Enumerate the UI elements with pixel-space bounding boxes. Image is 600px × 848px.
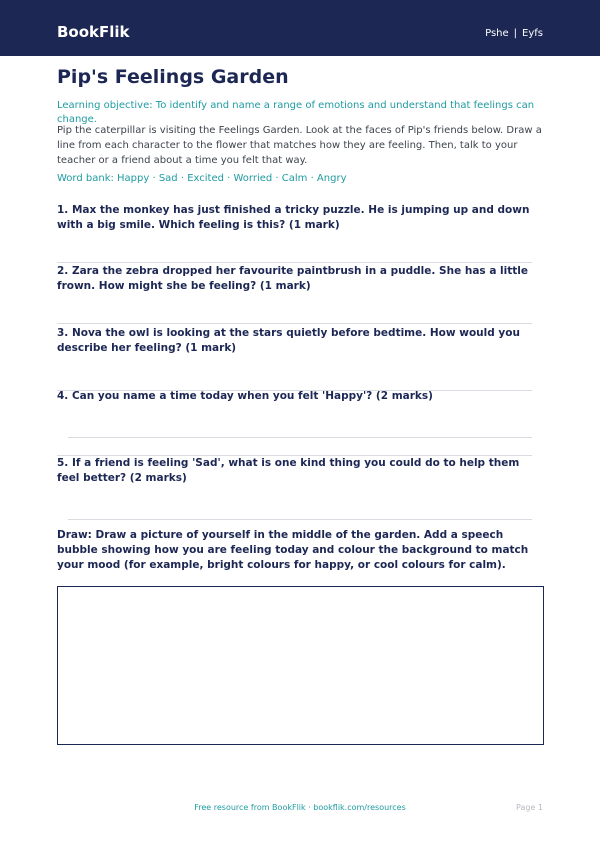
answer-line-2[interactable] (57, 323, 532, 324)
page-number: Page 1 (516, 803, 543, 812)
answer-line-5[interactable] (68, 519, 532, 520)
question-5: 5. If a friend is feeling 'Sad', what is one kind thing you could do to help them feel better? (2 marks) (57, 457, 520, 484)
drawing-area[interactable] (57, 586, 544, 745)
question-1: 1. Max the monkey has just finished a tricky puzzle. He is jumping up and down with a big smile. Which feeling is this? (1 mark) (57, 204, 530, 231)
brand-logo-text: BookFlik (57, 23, 130, 41)
question-3: 3. Nova the owl is looking at the stars quietly before bedtime. How would you describe her feeling? (1 mark) (57, 327, 520, 354)
answer-line-4[interactable] (68, 437, 532, 438)
word-bank: Word bank: Happy · Sad · Excited · Worried · Calm · Angry (57, 173, 347, 184)
learning-objective: Learning objective: To identify and name a range of emotions and understand that feelings can change. (57, 100, 535, 125)
footer-credit: Free resource from BookFlik · bookflik.com/resources (194, 803, 406, 812)
intro-paragraph: Pip the caterpillar is visiting the Feelings Garden. Look at the faces of Pip's friends below. Draw a line from each character to the flower that matches how they are feeling. Then, talk to your teacher or a friend about a time you felt that way. (57, 125, 542, 166)
level-label: Eyfs (522, 28, 543, 39)
subject-level-label (485, 27, 543, 41)
page-header (0, 0, 600, 56)
question-4: 4. Can you name a time today when you felt 'Happy'? (2 marks) (57, 390, 433, 402)
question-2: 2. Zara the zebra dropped her favourite paintbrush in a puddle. She has a little frown. How might she be feeling? (1 mark) (57, 265, 529, 292)
answer-line-1[interactable] (57, 262, 532, 263)
subject-label: Pshe (485, 28, 509, 39)
subject-separator: | (513, 28, 518, 39)
worksheet-title: Pip's Feelings Garden (57, 66, 289, 88)
draw-task: Draw: Draw a picture of yourself in the middle of the garden. Add a speech bubble showing how you are feeling today and colour the background to match your mood (for example, bright colours for happy, or cool colours for calm). (57, 529, 529, 571)
